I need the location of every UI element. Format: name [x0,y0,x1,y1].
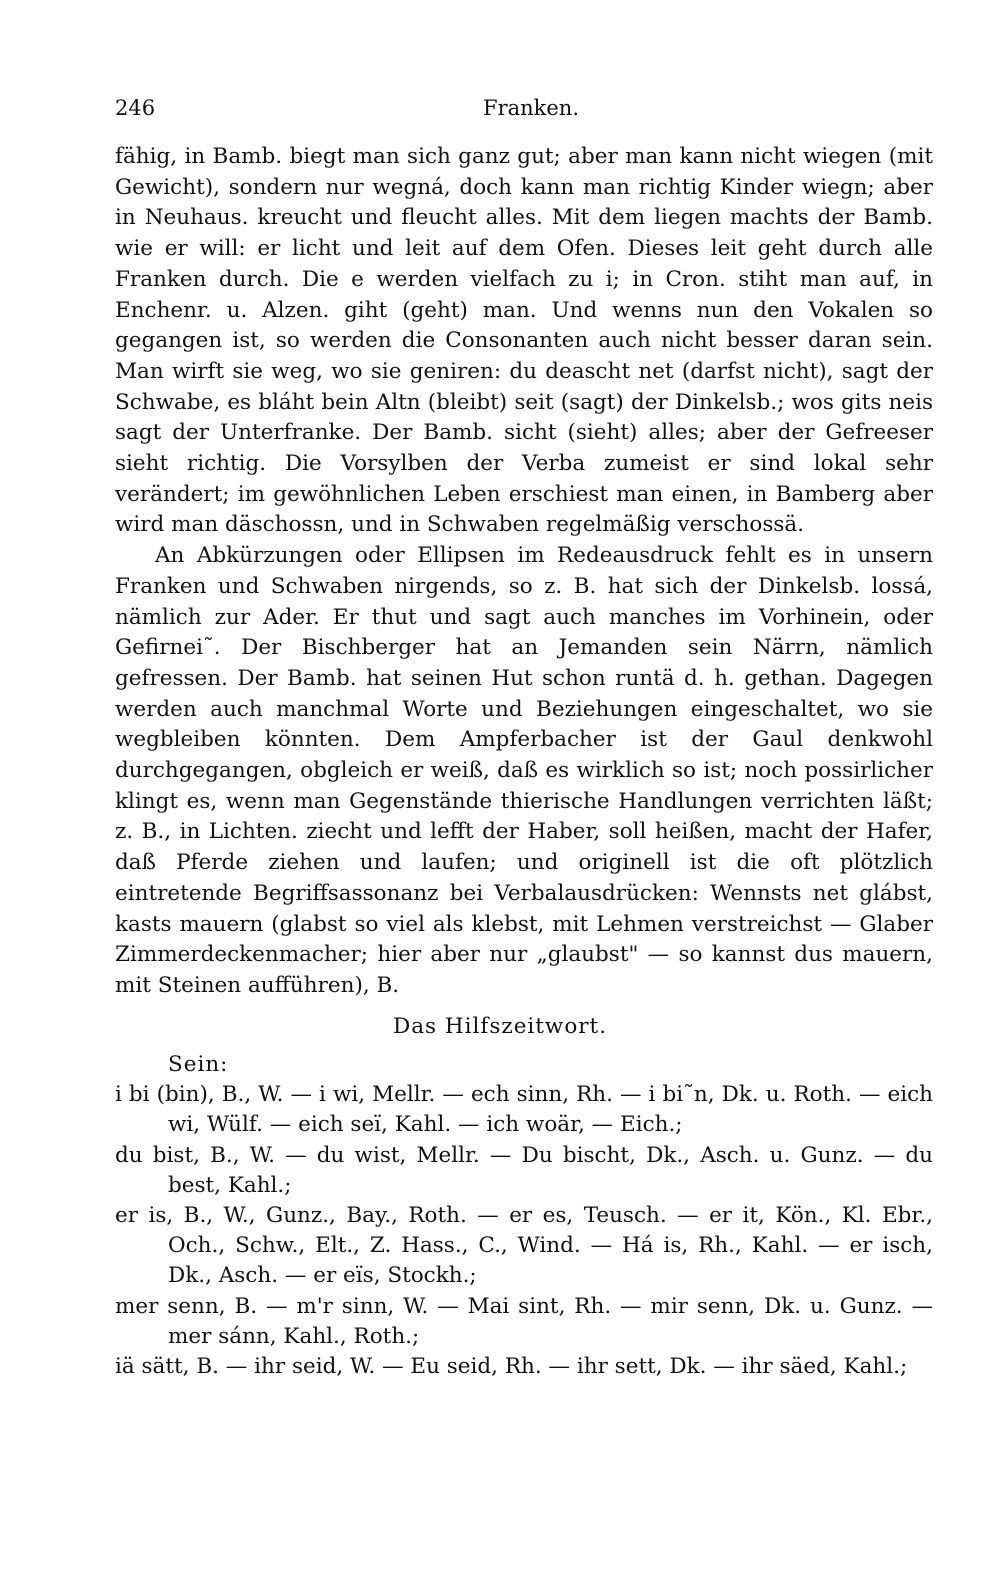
running-title: Franken. [483,96,580,120]
conjugation-list [115,1050,933,1382]
conjugation-entry: iä sätt, B. — ihr seid, W. — Eu seid, Rh. — ihr sett, Dk. — ihr säed, Kahl.; [115,1354,908,1380]
page-header [115,96,935,126]
body-text [115,142,933,1002]
conjugation-entry: mer senn, B. — m'r sinn, W. — Mai sint, Rh. — mir senn, Dk. u. Gunz. — mer sánn, Kahl., Roth.; [115,1293,933,1349]
paragraph: fähig, in Bamb. biegt man sich ganz gut; aber man kann nicht wiegen (mit Gewicht), sondern nur wegná, doch kann man richtig Kinder wiegn; aber in Neuhaus. kreucht und fleucht alles. Mit dem liegen machts der Bamb. wie er will: er licht und leit auf dem Ofen. Dieses leit geht durch alle Franken durch. Die e werden vielfach zu i; in Cron. stiht man auf, in Enchenr. u. Alzen. giht (geht) man. Und wenns nun den Vokalen so gegangen ist, so werden die Consonanten auch nicht besser daran sein. Man wirft sie weg, wo sie geniren: du deascht net (darfst nicht), sagt der Schwabe, es bláht bein Altn (bleibt) seit (sagt) der Dinkelsb.; wos gits neis sagt der Unterfranke. Der Bamb. sicht (sieht) alles; aber der Gefreeser sieht richtig. Die Vorsylben der Verba zumeist er sind lokal sehr verändert; im gewöhnlichen Leben erschiest man einen, in Bamberg aber wird man däschossn, und in Schwaben regelmäßig verschossä. [115,144,933,538]
paragraph: An Abkürzungen oder Ellipsen im Redeausdruck fehlt es in unsern Franken und Schwaben nirgends, so z. B. hat sich der Dinkelsb. lossá, nämlich zur Ader. Er thut und sagt auch manches im Vorhinein, oder Gefirnei˜. Der Bischberger hat an Jemanden sein Närrn, nämlich gefressen. Der Bamb. hat seinen Hut schon runtä d. h. gethan. Dagegen werden auch manchmal Worte und Beziehungen eingeschaltet, wo sie wegbleiben könnten. Dem Ampferbacher ist der Gaul denkwohl durchgegangen, obgleich er weiß, daß es wirklich so ist; noch possirlicher klingt es, wenn man Gegenstände thierische Handlungen verrichten läßt; z. B., in Lichten. ziecht und lefft der Haber, soll heißen, macht der Hafer, daß Pferde ziehen und laufen; und originell ist die oft plötzlich eintretende Begriffsassonanz bei Verbalausdrücken: Wennsts net glábst, kasts mauern (glabst so viel als klebst, mit Lehmen verstreichst — Glaber Zimmerdeckenmacher; hier aber nur „glaubst" — so kannst dus mauern, mit Steinen aufführen), B. [115,543,933,998]
conjugation-entry: du bist, B., W. — du wist, Mellr. — Du bischt, Dk., Asch. u. Gunz. — du best, Kahl.; [115,1142,933,1198]
verb-label: Sein: [168,1052,229,1077]
page-number: 246 [115,96,156,120]
section-heading: Das Hilfszeitwort. [392,1014,608,1039]
conjugation-entry: i bi (bin), B., W. — i wi, Mellr. — ech sinn, Rh. — i bi˜n, Dk. u. Roth. — eich wi, Wülf. — eich seï, Kahl. — ich woär, — Eich.; [115,1082,933,1138]
conjugation-entry: er is, B., W., Gunz., Bay., Roth. — er es, Teusch. — er it, Kön., Kl. Ebr., Och., Schw., Elt., Z. Hass., C., Wind. — Há is, Rh., Kahl. — er isch, Dk., Asch. — er eïs, Stockh.; [115,1203,933,1289]
